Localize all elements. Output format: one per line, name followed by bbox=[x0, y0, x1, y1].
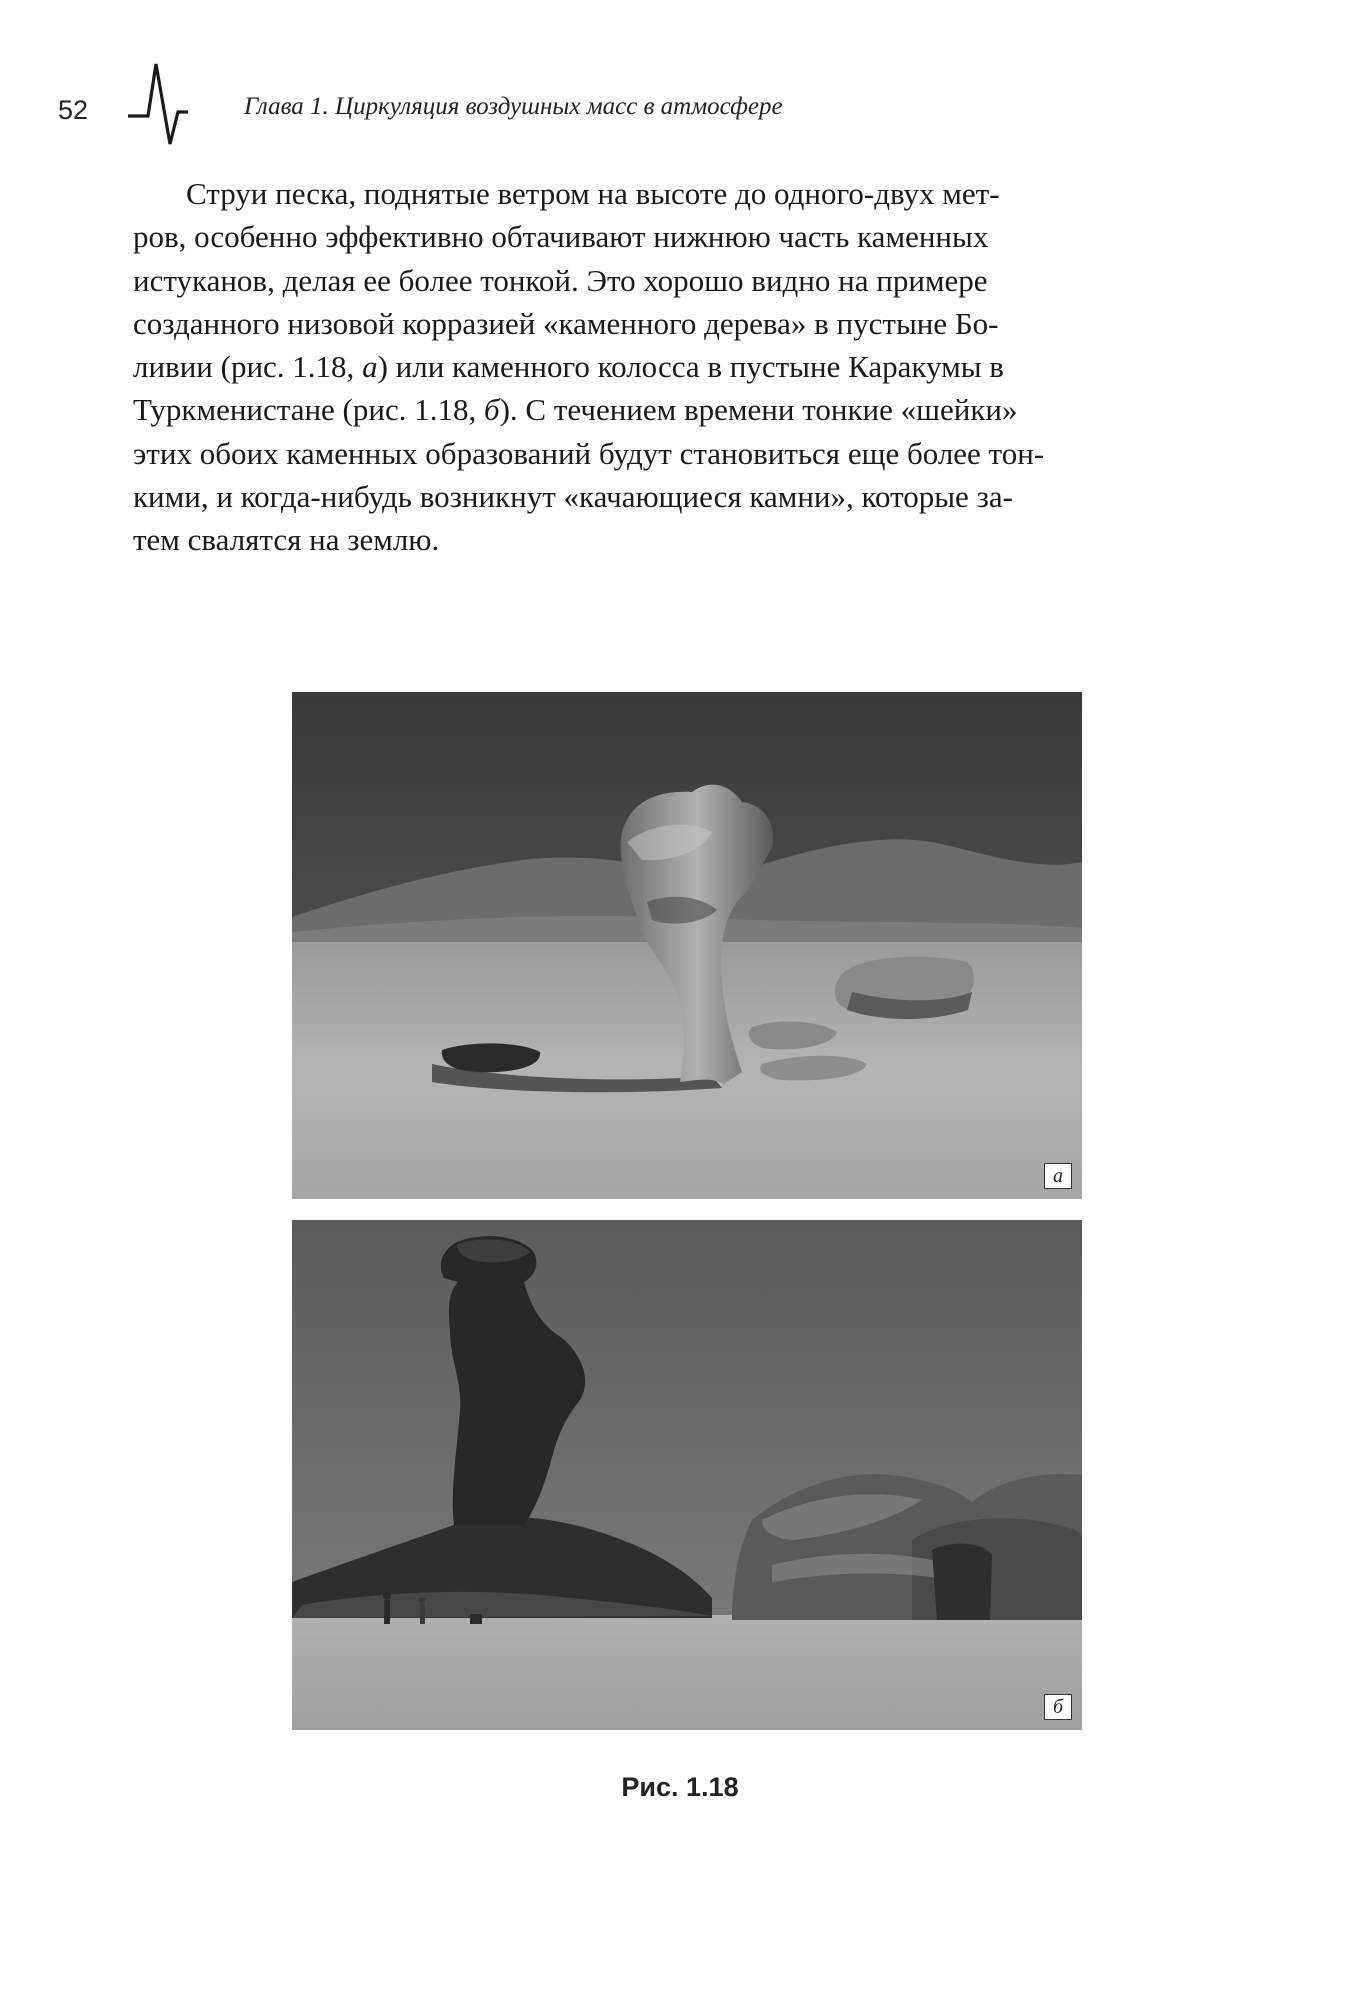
stone-tree-photo bbox=[292, 692, 1082, 1199]
panel-label-b: б bbox=[1044, 1694, 1072, 1720]
text-fragment: ). С течением времени тонкие «шейки» bbox=[499, 392, 1018, 428]
body-line: ров, особенно эффективно обтачивают нижнюю часть каменных bbox=[133, 219, 989, 255]
figure-caption: Рис. 1.18 bbox=[621, 1772, 739, 1802]
body-line: этих обоих каменных образований будут становиться еще более тон- bbox=[133, 435, 1045, 471]
body-line: созданного низовой корразией «каменного дерева» в пустыне Бо- bbox=[133, 305, 999, 341]
figure-ref-b: б bbox=[483, 392, 500, 428]
panel-label-a: а bbox=[1044, 1163, 1072, 1189]
body-line: Струи песка, поднятые ветром на высоте до одного-двух мет- bbox=[186, 176, 1000, 211]
running-head: Глава 1. Циркуляция воздушных масс в атмосфере bbox=[244, 93, 783, 120]
text-fragment: Туркменистане (рис. 1.18, bbox=[133, 392, 484, 428]
body-paragraph bbox=[133, 172, 1228, 562]
text-fragment: ливии (рис. 1.18, bbox=[133, 349, 363, 385]
body-line: тем свалятся на землю. bbox=[133, 522, 440, 558]
text-fragment: ) или каменного колосса в пустыне Каракумы в bbox=[377, 349, 1004, 385]
body-line bbox=[133, 388, 1228, 431]
figure-ref-a: а bbox=[362, 349, 378, 385]
figure-panel-a bbox=[292, 692, 1082, 1199]
body-line: истуканов, делая ее более тонкой. Это хорошо видно на примере bbox=[133, 262, 988, 298]
pulse-wave-icon bbox=[126, 58, 204, 150]
stone-colossus-photo bbox=[292, 1220, 1082, 1730]
figure-panel-b bbox=[292, 1220, 1082, 1730]
body-line bbox=[133, 345, 1228, 388]
body-line: кими, и когда-нибудь возникнут «качающиеся камни», которые за- bbox=[133, 479, 1013, 515]
page-number: 52 bbox=[58, 95, 89, 125]
